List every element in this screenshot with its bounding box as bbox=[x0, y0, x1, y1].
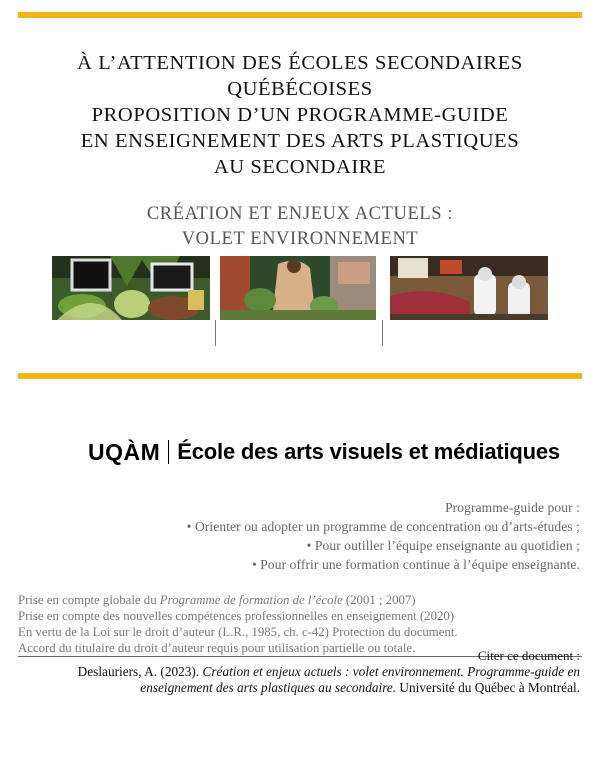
uqam-wordmark: UQÀM bbox=[88, 438, 161, 465]
purpose-item: • Orienter ou adopter un programme de concentration ou d’arts-études ; bbox=[186, 519, 580, 534]
title-line: PROPOSITION D’UN PROGRAMME-GUIDE bbox=[91, 104, 509, 126]
artwork-image-figure bbox=[220, 256, 376, 320]
subtitle-line: CRÉATION ET ENJEUX ACTUELS : bbox=[146, 204, 454, 224]
artwork-image-hazmat bbox=[390, 256, 548, 320]
gallery-divider bbox=[382, 320, 383, 346]
note-line: Accord du titulaire du droit d’auteur requis pour utilisation partielle ou totale. bbox=[18, 640, 582, 657]
title-line: EN ENSEIGNEMENT DES ARTS PLASTIQUES bbox=[80, 130, 520, 152]
artwork-image-garden bbox=[52, 256, 210, 320]
purpose-list bbox=[187, 498, 580, 574]
purpose-item: • Pour offrir une formation continue à l’équipe enseignante. bbox=[251, 557, 580, 572]
title-line: À L’ATTENTION DES ÉCOLES SECONDAIRES bbox=[77, 52, 523, 74]
top-accent-rule bbox=[18, 12, 582, 18]
citation-heading: Citer ce document : bbox=[477, 648, 580, 663]
note-line: Prise en compte des nouvelles compétences professionnelles en enseignement (2020) bbox=[18, 609, 455, 623]
program-title: Programme de formation de l’école bbox=[159, 593, 343, 607]
document-title bbox=[0, 50, 600, 180]
title-line: AU SECONDAIRE bbox=[213, 156, 387, 178]
citation-line: Deslauriers, A. (2023). Création et enjeux actuels : volet environnement. Programme-guide en bbox=[77, 664, 580, 679]
document-subtitle bbox=[0, 202, 600, 252]
note-line: Prise en compte globale du Programme de formation de l’école (2001 ; 2007) bbox=[18, 593, 416, 607]
citation-line: enseignement des arts plastiques au secondaire. Université du Québec à Montréal. bbox=[140, 680, 580, 695]
gallery-divider bbox=[215, 320, 216, 346]
purpose-heading: Programme-guide pour : bbox=[445, 500, 580, 515]
school-name: École des arts visuels et médiatiques bbox=[177, 439, 560, 464]
citation-text bbox=[20, 664, 580, 696]
title-line: QUÉBÉCOISES bbox=[227, 78, 373, 100]
note-line: En vertu de la Loi sur le droit d’auteur (L.R., 1985, ch. c-42) Protection du document. bbox=[18, 625, 458, 639]
institution-logo bbox=[88, 436, 560, 468]
citation-title: enseignement des arts plastiques au secondaire. bbox=[140, 680, 397, 695]
citation-title: Création et enjeux actuels : volet environnement. Programme-guide en bbox=[202, 664, 580, 679]
logo-separator bbox=[168, 440, 169, 464]
artwork-gallery bbox=[52, 256, 548, 346]
subtitle-line: VOLET ENVIRONNEMENT bbox=[181, 229, 419, 249]
middle-accent-rule bbox=[18, 373, 582, 379]
purpose-item: • Pour outiller l’équipe enseignante au quotidien ; bbox=[306, 538, 580, 553]
